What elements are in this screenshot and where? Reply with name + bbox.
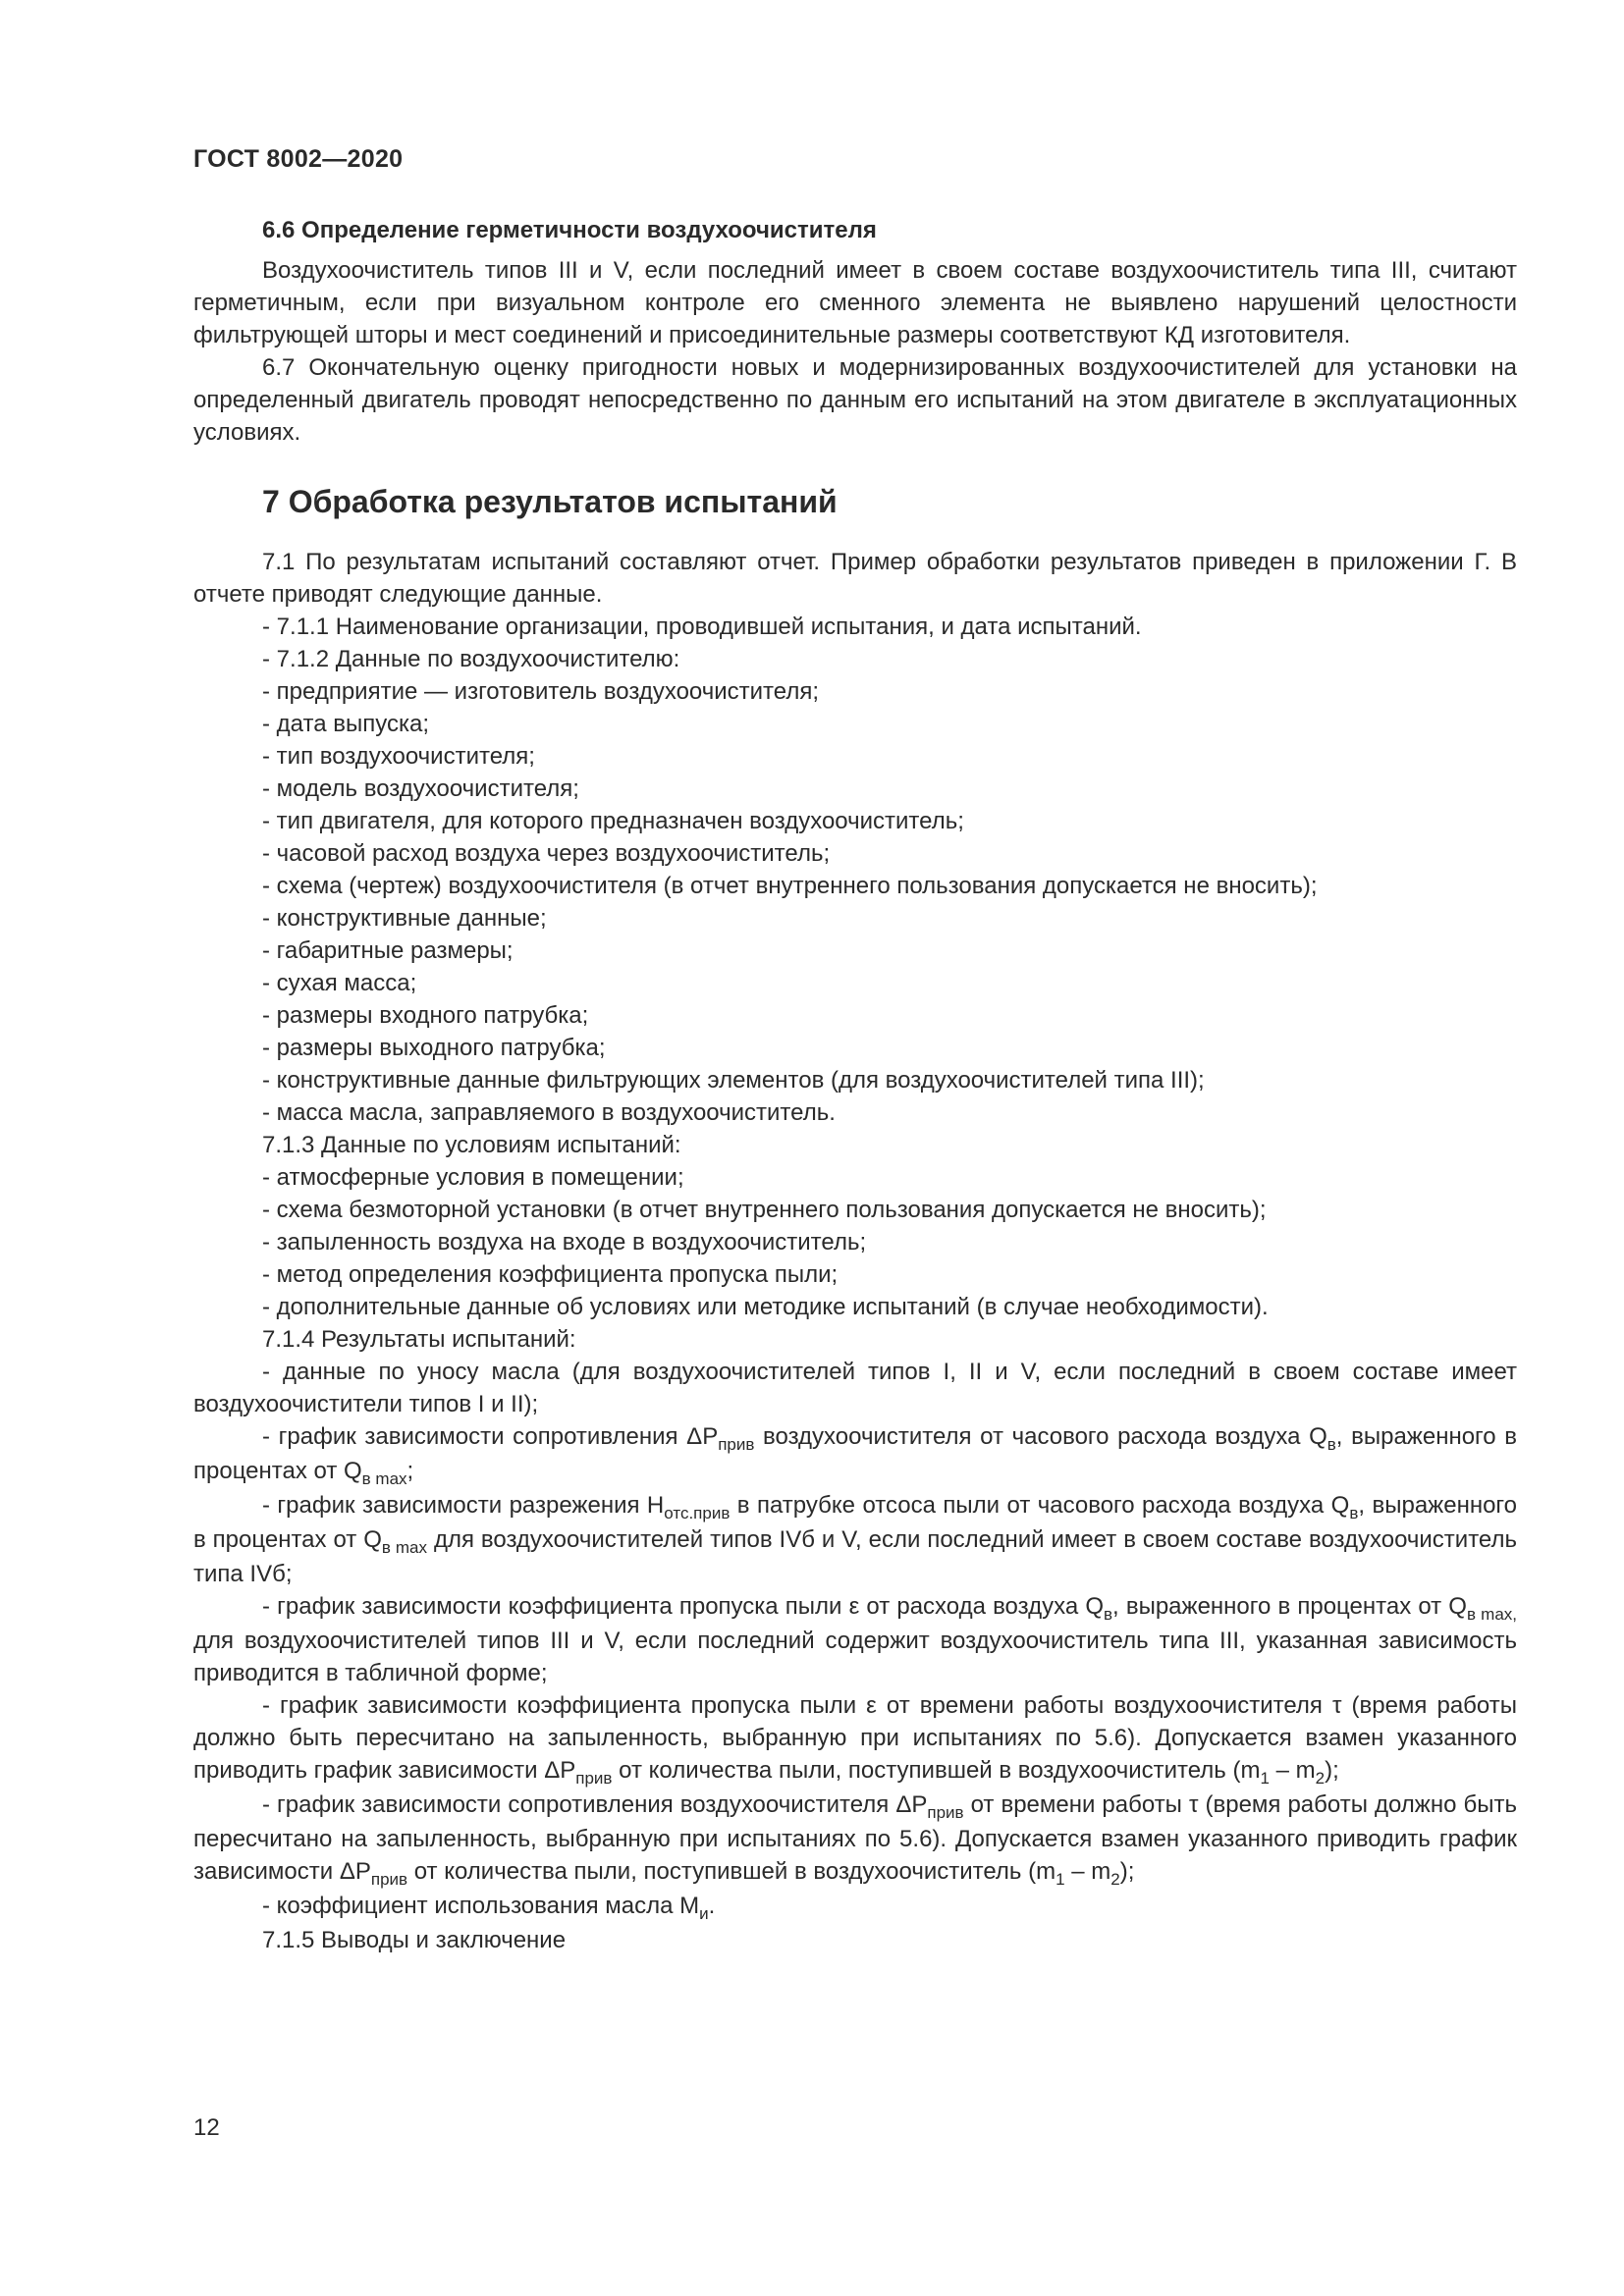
clause-7-1-1: - 7.1.1 Наименование организации, проводившей испытания, и дата испытаний. [193, 611, 1517, 643]
section-6-7-paragraph: 6.7 Окончательную оценку пригодности новых и модернизированных воздухоочистителей для установки на определенный двигатель проводят непосредственно по данным его испытаний на этом двигателе в эксплуатационных условиях. [193, 354, 1517, 446]
clause-7-1-5: 7.1.5 Выводы и заключение [262, 1927, 567, 1953]
list-item: - часовой расход воздуха через воздухоочиститель; [193, 837, 1517, 870]
list-7-1-3 [193, 1161, 1517, 1323]
clause-7-1-3: 7.1.3 Данные по условиям испытаний: [262, 1132, 681, 1158]
list-item: - тип двигателя, для которого предназначен воздухоочиститель; [193, 805, 1517, 837]
list-item: - схема (чертеж) воздухоочистителя (в отчет внутреннего пользования допускается не вносить); [193, 870, 1517, 902]
result-oil-carryover: - данные по уносу масла (для воздухоочистителей типов I, II и V, если последний в своем составе имеет воздухоочистители типов I и II); [193, 1359, 1517, 1417]
list-item: - дополнительные данные об условиях или методике испытаний (в случае необходимости). [193, 1291, 1517, 1323]
result-oil-usage-coefficient: - коэффициент использования масла $M_и$. [262, 1893, 716, 1923]
list-item: - размеры входного патрубка; [193, 999, 1517, 1032]
result-dust-coefficient-vs-time: - график зависимости коэффициента пропуска пыли ε от времени работы воздухоочистителя τ (время работы должно быть пересчитано на запыленность, выбранную при испытаниях по 5.6). Допускается взамен указанного приводить график зависимости $\Delta P_{прив}$ от количества пыли, поступившей в воздухоочиститель $(m_1 - m_2)$; [193, 1692, 1517, 1788]
clause-7-1-2: - 7.1.2 Данные по воздухоочистителю: [193, 643, 1517, 675]
list-item: - сухая масса; [193, 967, 1517, 999]
page-body [193, 145, 1517, 1956]
section-6-6-title: 6.6 Определение герметичности воздухоочистителя [262, 217, 877, 243]
section-6-6-paragraph: Воздухоочиститель типов III и V, если последний имеет в своем составе воздухоочиститель типа III, считают герметичным, если при визуальном контроле его сменного элемента не выявлено нарушений целостности фильтрующей шторы и мест соединений и присоединительные размеры соответствуют КД изготовителя. [193, 257, 1517, 348]
list-item: - запыленность воздуха на входе в воздухоочиститель; [193, 1226, 1517, 1258]
result-vacuum-vs-flow: - график зависимости разрежения $H_{отс.прив}$ в патрубке отсоса пыли от часового расхода воздуха $Q_в$, выраженного в процентах от $Q_{в max}$ для воздухоочистителей типов IVб и V, если последний имеет в своем составе воздухоочиститель типа IVб; [193, 1492, 1517, 1587]
list-item: - схема безмоторной установки (в отчет внутреннего пользования допускается не вносить); [193, 1194, 1517, 1226]
list-item: - дата выпуска; [193, 708, 1517, 740]
list-item: - модель воздухоочистителя; [193, 773, 1517, 805]
list-item: - конструктивные данные; [193, 902, 1517, 934]
result-dust-coefficient-vs-flow: - график зависимости коэффициента пропуска пыли ε от расхода воздуха $Q_в$, выраженного в процентах от $Q_{в max,}$ для воздухоочистителей типов III и V, если последний содержит воздухоочиститель типа III, указанная зависимость приводится в табличной форме; [193, 1593, 1517, 1686]
page-number: 12 [193, 2114, 220, 2141]
result-resistance-vs-time: - график зависимости сопротивления воздухоочистителя $\Delta P_{прив}$ от времени работы τ (время работы должно быть пересчитано на запыленность, выбранную при испытаниях по 5.6). Допускается взамен указанного приводить график зависимости $\Delta P_{прив}$ от количества пыли, поступившей в воздухоочиститель $(m_1 - m_2)$; [193, 1791, 1517, 1889]
clause-7-1-4: 7.1.4 Результаты испытаний: [262, 1326, 576, 1353]
list-item: - размеры выходного патрубка; [193, 1032, 1517, 1064]
list-item: - тип воздухоочистителя; [193, 740, 1517, 773]
chapter-7-title: 7 Обработка результатов испытаний [262, 484, 838, 519]
clause-7-1: 7.1 По результатам испытаний составляют отчет. Пример обработки результатов приведен в приложении Г. В отчете приводят следующие данные. [193, 549, 1517, 608]
list-7-1-2 [193, 675, 1517, 1129]
list-item: - масса масла, заправляемого в воздухоочиститель. [193, 1096, 1517, 1129]
result-resistance-vs-flow: - график зависимости сопротивления $\Delta P_{прив}$ воздухоочистителя от часового расхода воздуха $Q_в$, выраженного в процентах от $Q_{в max}$; [193, 1423, 1518, 1488]
running-head: ГОСТ 8002—2020 [193, 145, 404, 173]
list-item: - метод определения коэффициента пропуска пыли; [193, 1258, 1517, 1291]
list-item: - атмосферные условия в помещении; [193, 1161, 1517, 1194]
list-item: - габаритные размеры; [193, 934, 1517, 967]
list-item: - предприятие — изготовитель воздухоочистителя; [193, 675, 1517, 708]
list-item: - конструктивные данные фильтрующих элементов (для воздухоочистителей типа III); [193, 1064, 1517, 1096]
